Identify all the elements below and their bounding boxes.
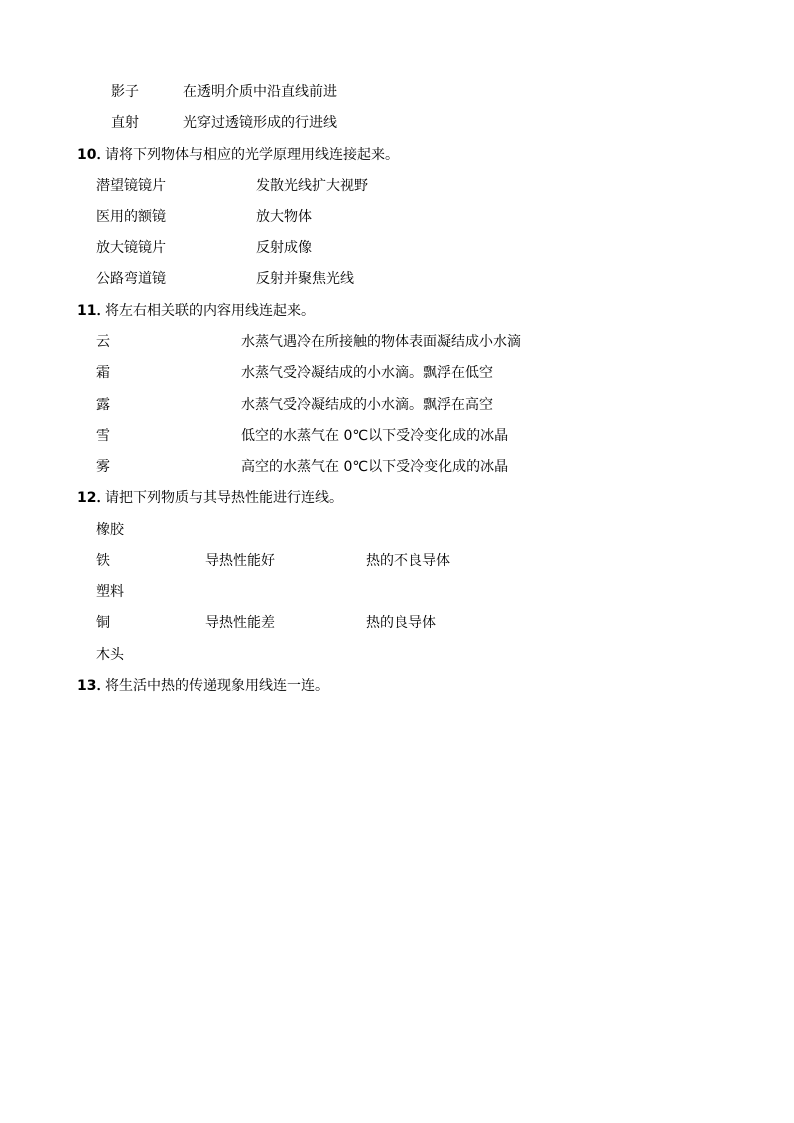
q9-left-item: 直射 xyxy=(111,115,139,131)
q11-right-item: 水蒸气遇冷在所接触的物体表面凝结成小水滴 xyxy=(241,334,521,350)
q11-left-item: 露 xyxy=(96,397,110,413)
q12-material: 铜 xyxy=(96,615,110,631)
question-prompt: 将生活中热的传递现象用线连一连。 xyxy=(105,678,329,694)
q9-left-item: 影子 xyxy=(111,84,139,100)
question-number: 13． xyxy=(77,678,111,694)
q12-property: 导热性能差 xyxy=(205,615,275,631)
q10-left-item: 放大镜镜片 xyxy=(96,240,166,256)
q12-conductor-type: 热的良导体 xyxy=(366,615,436,631)
q10-right-item: 发散光线扩大视野 xyxy=(256,178,368,194)
q10-left-item: 医用的额镜 xyxy=(96,209,166,225)
q12-material: 木头 xyxy=(96,647,124,663)
q12-conductor-type: 热的不良导体 xyxy=(366,553,450,569)
q10-right-item: 反射并聚焦光线 xyxy=(256,271,354,287)
q11-right-item: 高空的水蒸气在 0℃以下受冷变化成的冰晶 xyxy=(241,459,509,475)
q12-material: 铁 xyxy=(96,553,110,569)
question-number: 10． xyxy=(77,147,111,163)
q11-left-item: 霜 xyxy=(96,365,110,381)
question-number: 12． xyxy=(77,490,111,506)
q12-property: 导热性能好 xyxy=(205,553,275,569)
question-prompt: 请将下列物体与相应的光学原理用线连接起来。 xyxy=(105,147,399,163)
q12-material: 橡胶 xyxy=(96,522,124,538)
q11-left-item: 雪 xyxy=(96,428,110,444)
q9-right-item: 光穿过透镜形成的行进线 xyxy=(183,115,337,131)
question-prompt: 请把下列物质与其导热性能进行连线。 xyxy=(105,490,343,506)
q12-material: 塑料 xyxy=(96,584,124,600)
q11-right-item: 水蒸气受冷凝结成的小水滴。飘浮在高空 xyxy=(241,397,493,413)
q11-left-item: 云 xyxy=(96,334,110,350)
q11-left-item: 雾 xyxy=(96,459,110,475)
question-number: 11． xyxy=(77,303,111,319)
q10-left-item: 潜望镜镜片 xyxy=(96,178,166,194)
q10-right-item: 放大物体 xyxy=(256,209,312,225)
q11-right-item: 低空的水蒸气在 0℃以下受冷变化成的冰晶 xyxy=(241,428,509,444)
question-prompt: 将左右相关联的内容用线连起来。 xyxy=(105,303,315,319)
q10-left-item: 公路弯道镜 xyxy=(96,271,166,287)
q9-right-item: 在透明介质中沿直线前进 xyxy=(183,84,337,100)
q10-right-item: 反射成像 xyxy=(256,240,312,256)
q11-right-item: 水蒸气受冷凝结成的小水滴。飘浮在低空 xyxy=(241,365,493,381)
